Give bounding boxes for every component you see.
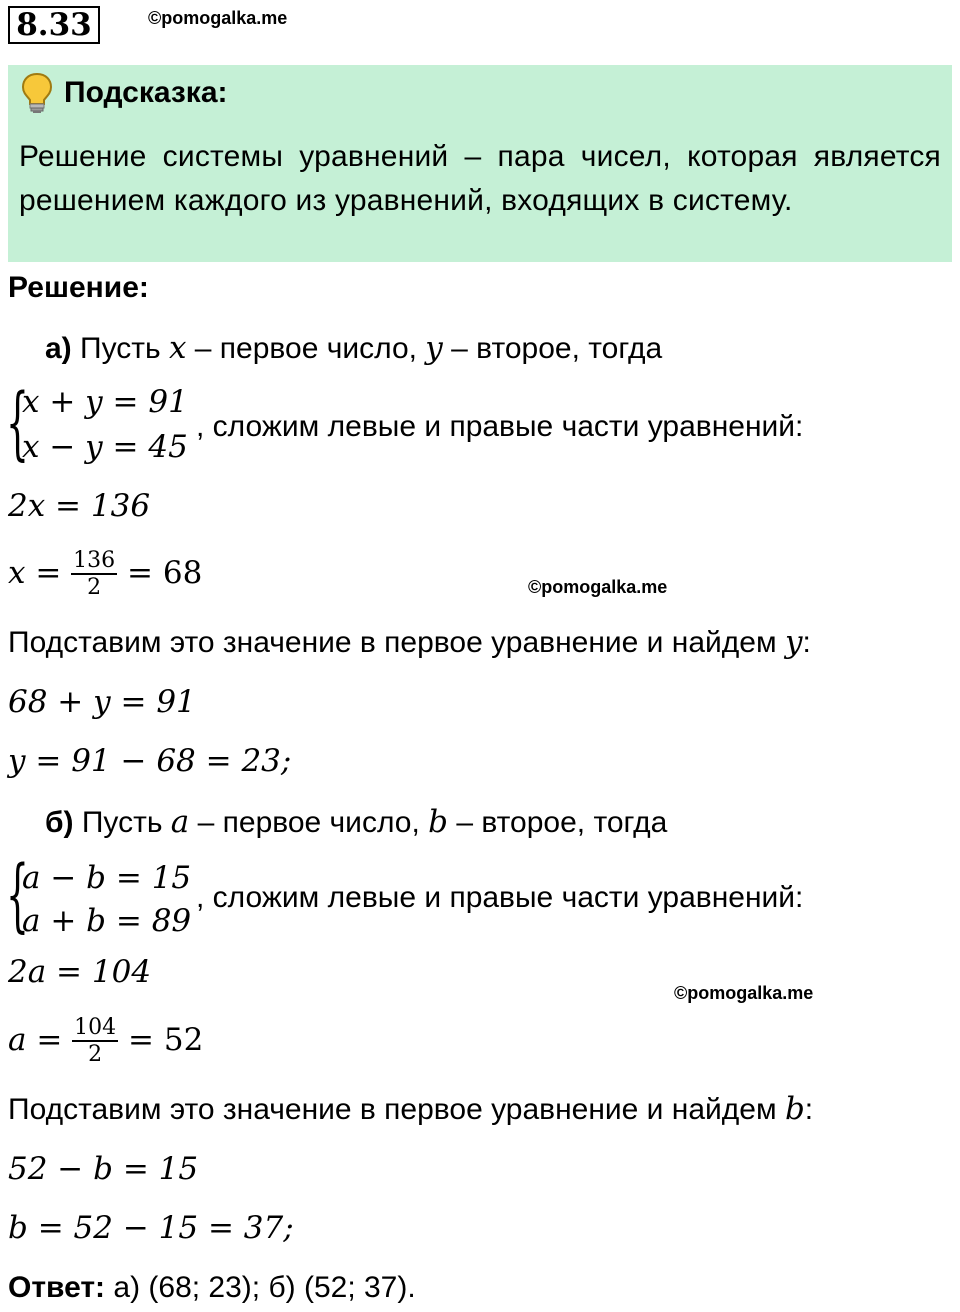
fraction	[71, 549, 117, 601]
answer	[8, 1270, 416, 1306]
intro-text: Пусть	[71, 332, 169, 365]
lightbulb-icon	[20, 72, 54, 119]
part-a-step3: 68 + y = 91	[8, 684, 196, 720]
system-a-eq1: x + y = 91	[22, 384, 188, 420]
hint-title: Подсказка:	[64, 76, 228, 109]
eq-left: a =	[8, 1022, 73, 1058]
hint-box	[8, 65, 952, 262]
part-b-substitute	[8, 1091, 813, 1128]
system-b-comment: , сложим левые и правые части уравнений:	[196, 881, 804, 914]
part-b-step1: 2a = 104	[8, 954, 152, 990]
system-b-eq2: a + b = 89	[22, 903, 192, 939]
fraction-denominator: 2	[87, 574, 102, 600]
eq-right: = 68	[117, 555, 203, 591]
var-y: y	[784, 624, 803, 660]
part-a-substitute	[8, 624, 811, 661]
intro-text: – второе, тогда	[448, 806, 668, 839]
intro-text: Пусть	[73, 806, 171, 839]
var-a: a	[170, 804, 190, 840]
colon: :	[804, 1093, 814, 1126]
fraction-numerator: 104	[74, 1014, 117, 1040]
substitute-text: Подставим это значение в первое уравнение и найдем	[8, 626, 785, 659]
intro-text: – второе, тогда	[442, 332, 663, 365]
colon: :	[802, 626, 811, 659]
substitute-text: Подставим это значение в первое уравнение и найдем	[8, 1093, 785, 1126]
part-b-intro	[45, 804, 667, 841]
part-b-step3: 52 − b = 15	[8, 1151, 199, 1187]
part-a-step4: y = 91 − 68 = 23;	[8, 743, 292, 779]
fraction-numerator: 136	[73, 547, 116, 573]
system-b-eq1: a − b = 15	[22, 860, 192, 896]
part-a-label: а)	[45, 332, 72, 365]
answer-label: Ответ:	[8, 1271, 106, 1304]
solution-title: Решение:	[8, 271, 149, 304]
part-b-label: б)	[45, 806, 74, 839]
system-brace: {	[6, 848, 29, 941]
fraction	[72, 1016, 118, 1068]
var-b: b	[428, 804, 448, 840]
part-b-step2	[8, 1007, 203, 1073]
eq-right: = 52	[118, 1022, 204, 1058]
system-brace: {	[6, 376, 29, 469]
system-a-eq2: x − y = 45	[22, 429, 188, 465]
watermark: ©pomogalka.me	[674, 983, 814, 1003]
intro-text: – первое число,	[189, 806, 429, 839]
var-x: x	[168, 330, 187, 366]
part-a-intro	[45, 330, 662, 367]
var-y: y	[425, 330, 443, 366]
task-number: 8.33	[8, 6, 100, 44]
part-a-step1: 2x = 136	[8, 488, 151, 524]
intro-text: – первое число,	[186, 332, 426, 365]
watermark: ©pomogalka.me	[148, 8, 288, 28]
hint-text: Решение системы уравнений – пара чисел, которая является решением каждого из уравнений, входящих в систему.	[19, 140, 941, 217]
fraction-denominator: 2	[88, 1041, 103, 1067]
eq-left: x =	[8, 555, 72, 591]
var-b: b	[784, 1091, 805, 1127]
system-a-comment: , сложим левые и правые части уравнений:	[196, 410, 804, 443]
part-b-step4: b = 52 − 15 = 37;	[8, 1210, 294, 1246]
part-a-step2	[8, 540, 202, 606]
watermark: ©pomogalka.me	[528, 577, 668, 597]
answer-text: а) (68; 23); б) (52; 37).	[105, 1271, 416, 1304]
